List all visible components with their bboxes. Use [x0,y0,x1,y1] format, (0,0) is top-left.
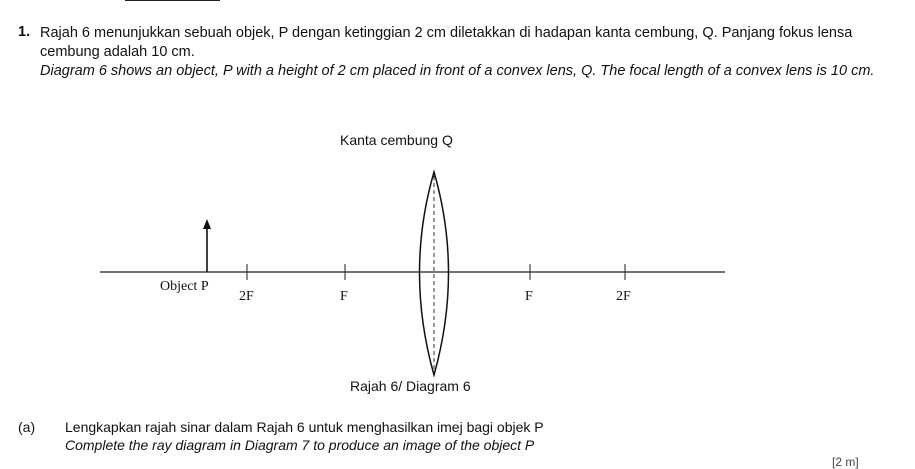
diagram-caption: Rajah 6/ Diagram 6 [350,378,471,394]
part-a-text [65,418,865,454]
question-text-english: Diagram 6 shows an object, P with a height of 2 cm placed in front of a convex lens, Q. The focal length of a convex lens is 10 cm. [40,63,875,79]
label-f-left: F [340,289,348,304]
object-label: Object P [160,279,209,294]
label-2f-left: 2F [239,289,254,304]
marks: [2 m] [832,455,859,469]
part-a-text-malay: Lengkapkan rajah sinar dalam Rajah 6 untuk menghasilkan imej bagi objek P [65,419,544,435]
question-text-malay: Rajah 6 menunjukkan sebuah objek, P dengan ketinggian 2 cm diletakkan di hadapan kanta cembung, Q. Panjang fokus lensa cembung adalah 10 cm. [40,25,853,60]
part-a-label: (a) [18,419,36,435]
part-a-text-english: Complete the ray diagram in Diagram 7 to produce an image of the object P [65,437,535,453]
question-number: 1. [18,24,31,40]
object-arrow-head [203,219,211,229]
lens-title: Kanta cembung Q [340,132,453,148]
label-2f-right: 2F [616,289,631,304]
label-f-right: F [525,289,533,304]
